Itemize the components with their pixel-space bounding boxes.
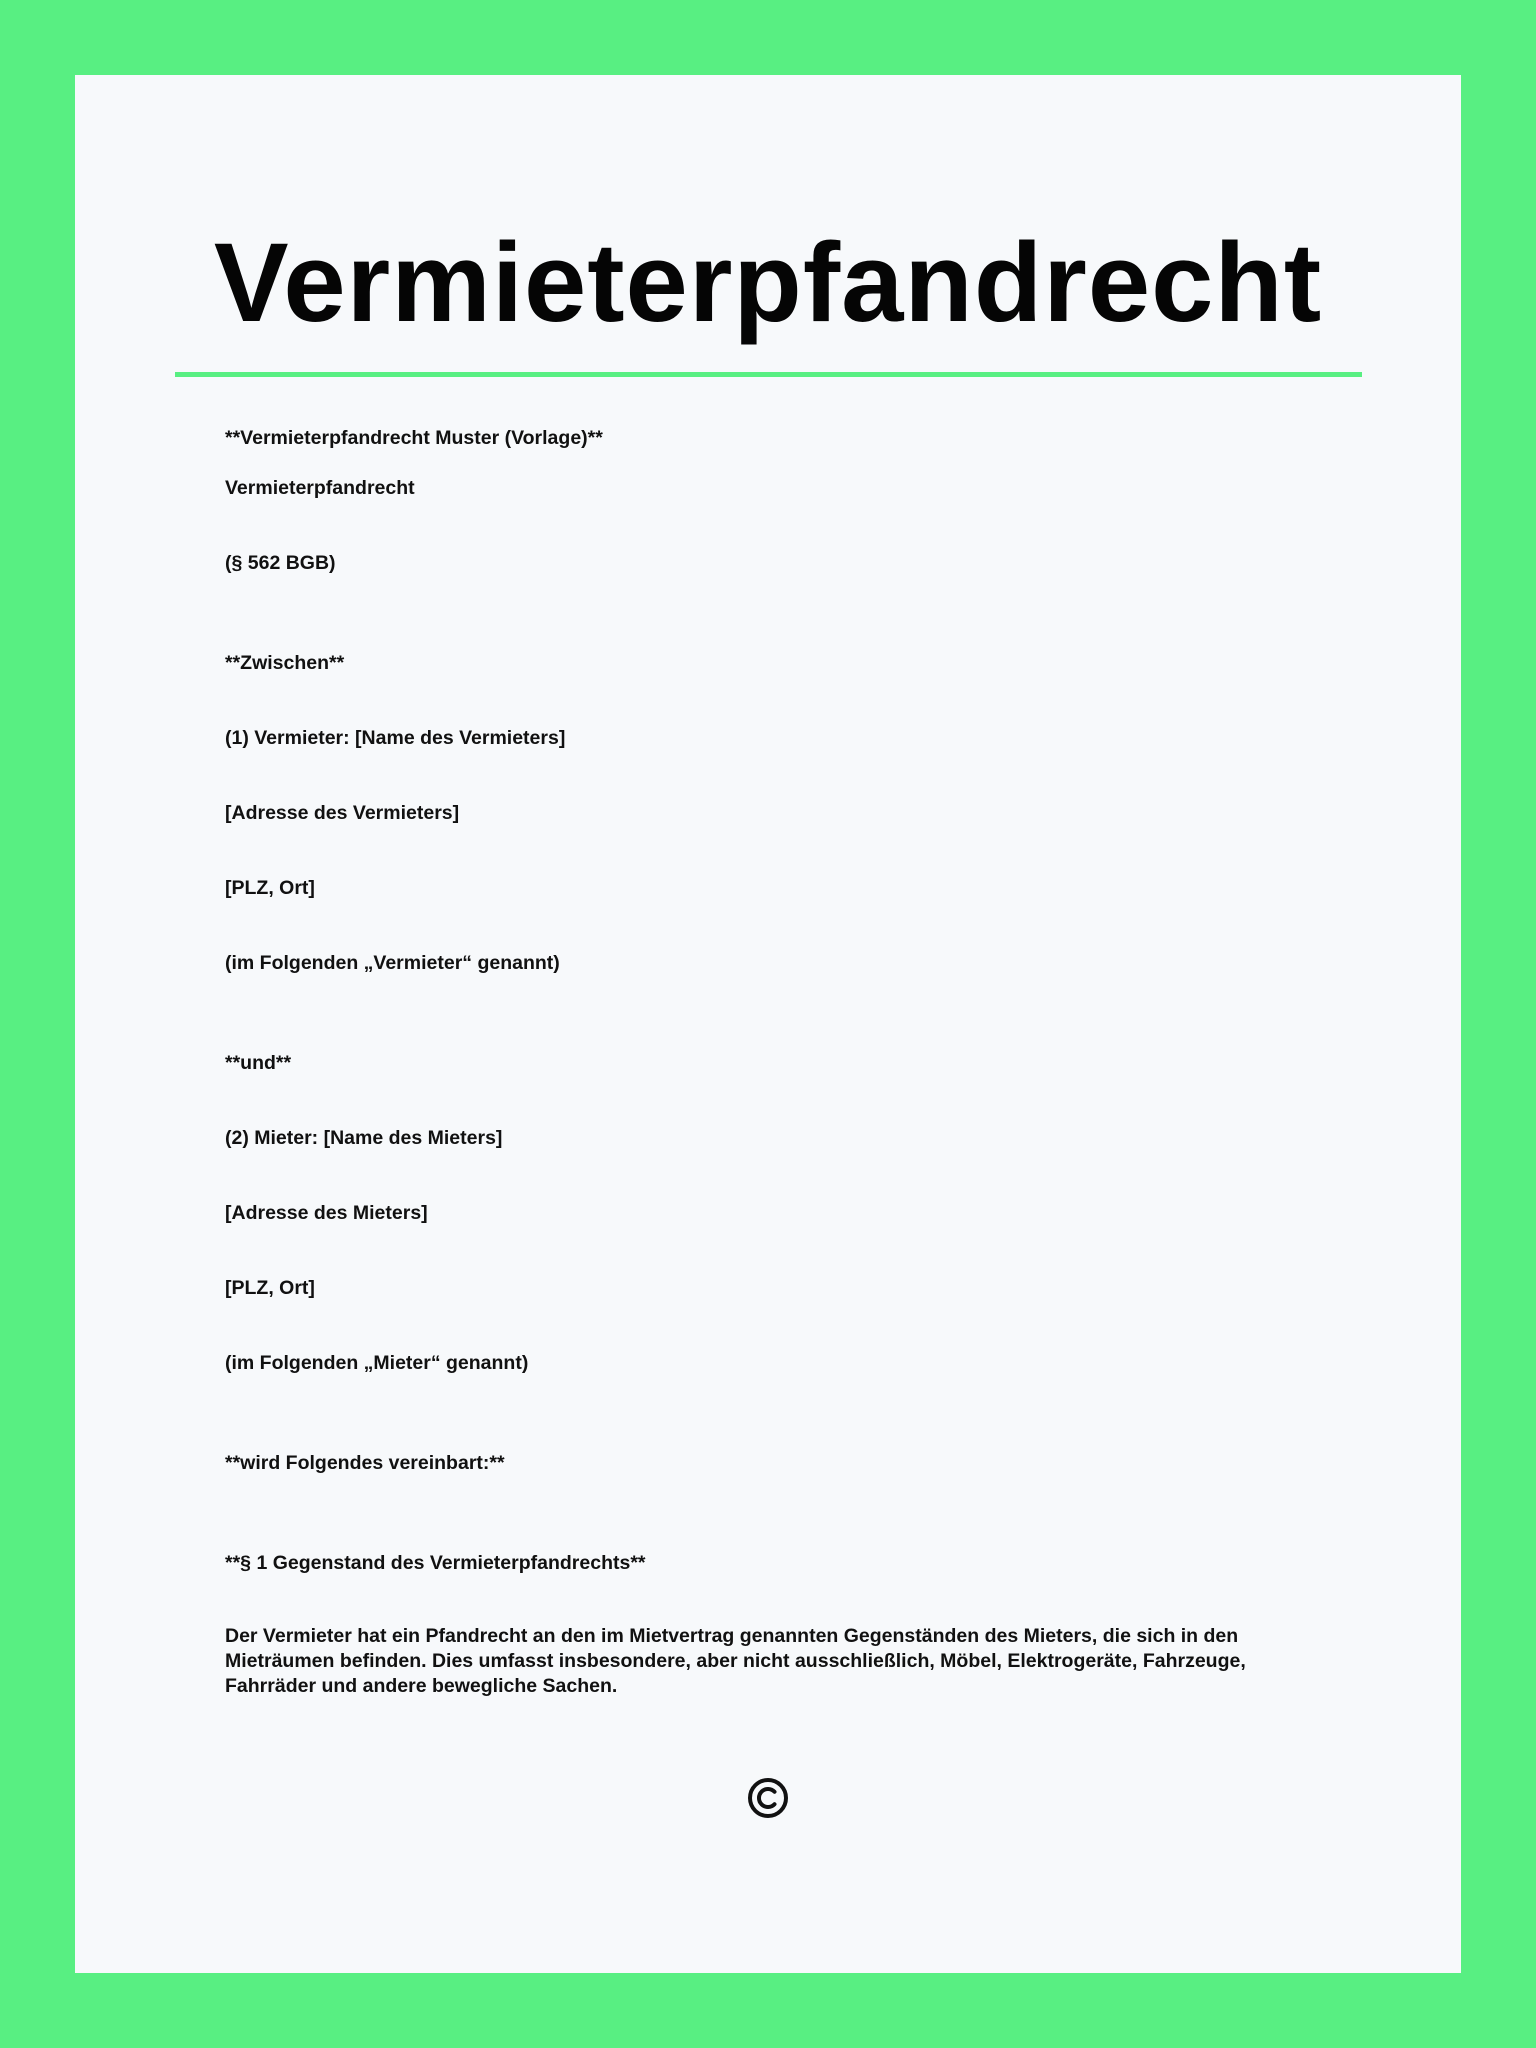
heading-zwischen: **Zwischen**	[225, 652, 345, 674]
tenant-designation: (im Folgenden „Mieter“ genannt)	[225, 1352, 529, 1374]
heading-muster: **Vermieterpfandrecht Muster (Vorlage)**	[225, 427, 603, 449]
heading-agreement: **wird Folgendes vereinbart:**	[225, 1452, 505, 1474]
tenant-address: [Adresse des Mieters]	[225, 1202, 428, 1224]
heading-und: **und**	[225, 1052, 292, 1074]
legal-reference: (§ 562 BGB)	[225, 552, 336, 574]
landlord-name: (1) Vermieter: [Name des Vermieters]	[225, 727, 566, 749]
landlord-address: [Adresse des Vermieters]	[225, 802, 460, 824]
section-1-heading: **§ 1 Gegenstand des Vermieterpfandrechts**	[225, 1552, 646, 1574]
landlord-designation: (im Folgenden „Vermieter“ genannt)	[225, 952, 560, 974]
tenant-name: (2) Mieter: [Name des Mieters]	[225, 1127, 503, 1149]
landlord-city: [PLZ, Ort]	[225, 877, 315, 899]
copyright-icon	[744, 1774, 792, 1822]
tenant-city: [PLZ, Ort]	[225, 1277, 315, 1299]
doc-subtitle: Vermieterpfandrecht	[225, 477, 415, 499]
document-title: Vermieterpfandrecht	[213, 220, 1323, 345]
title-divider	[175, 372, 1362, 377]
section-1-paragraph: Der Vermieter hat ein Pfandrecht an den im Mietvertrag genannten Gegenständen des Mieters, die sich in den Mieträumen befinden. Dies umfasst insbesondere, aber nicht ausschließlich, Möbel, Elektrogeräte, Fahrzeuge, Fahrräder und andere bewegliche Sachen.	[225, 1625, 1246, 1697]
